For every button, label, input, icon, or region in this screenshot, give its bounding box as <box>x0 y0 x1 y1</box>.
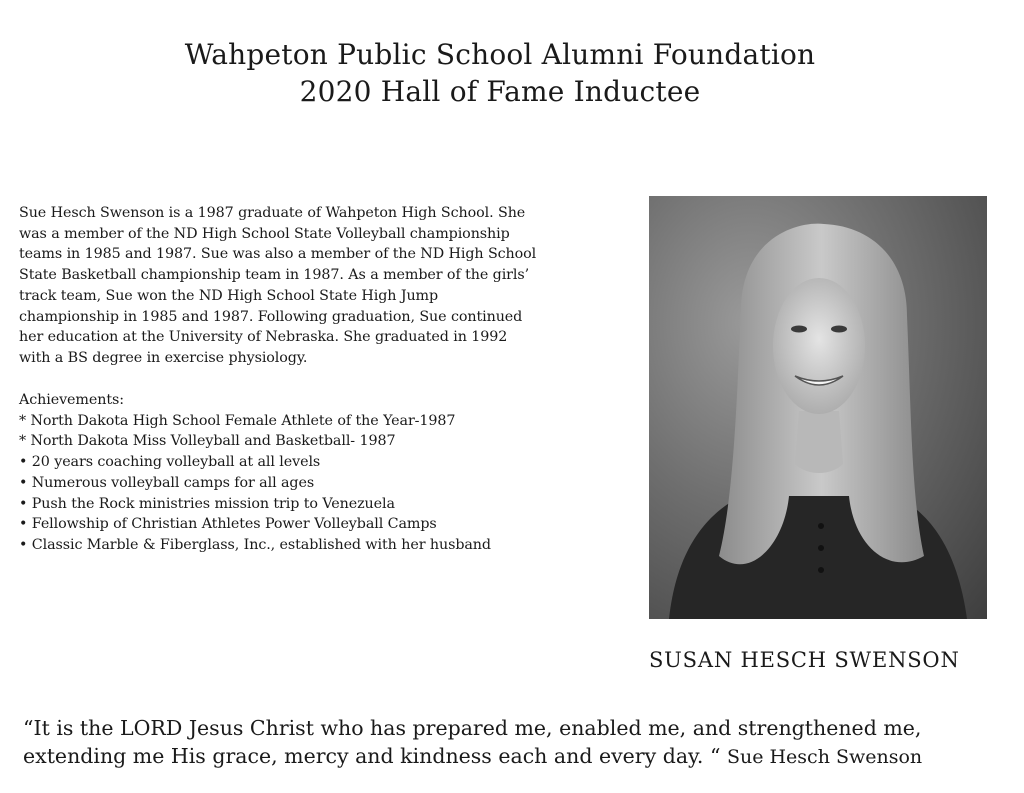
achievements-heading: Achievements: <box>19 392 124 408</box>
portrait-icon <box>649 196 987 619</box>
inductee-name: SUSAN HESCH SWENSON <box>649 648 960 672</box>
inductee-subtitle: 2020 Hall of Fame Inductee <box>299 75 701 108</box>
achievement-item: * North Dakota High School Female Athlete of the Year-1987 <box>19 412 456 429</box>
bio-line: championship in 1985 and 1987. Following graduation, Sue continued <box>19 308 523 325</box>
achievement-item: • Classic Marble & Fiberglass, Inc., established with her husband <box>19 536 491 553</box>
quote-line: extending me His grace, mercy and kindness each and every day. “ <box>23 744 721 768</box>
bio-line: track team, Sue won the ND High School State High Jump <box>19 287 439 304</box>
inductee-portrait-photo <box>649 196 987 619</box>
biography-text <box>19 203 634 369</box>
bio-line: was a member of the ND High School State Volleyball championship <box>19 225 510 242</box>
quote-line: “It is the LORD Jesus Christ who has prepared me, enabled me, and strengthened me, <box>23 716 922 740</box>
bio-line: teams in 1985 and 1987. Sue was also a member of the ND High School <box>19 246 537 263</box>
achievements-section <box>19 390 634 556</box>
bio-line: State Basketball championship team in 1987. As a member of the girls’ <box>19 267 530 284</box>
inductee-quote <box>23 714 1013 771</box>
quote-attribution: Sue Hesch Swenson <box>726 746 923 768</box>
foundation-title: Wahpeton Public School Alumni Foundation <box>184 38 816 71</box>
achievement-item: • Fellowship of Christian Athletes Power Volleyball Camps <box>19 516 437 533</box>
bio-line: Sue Hesch Swenson is a 1987 graduate of Wahpeton High School. She <box>19 205 526 221</box>
achievement-item: • Numerous volleyball camps for all ages <box>19 474 315 491</box>
achievement-item: • Push the Rock ministries mission trip to Venezuela <box>19 495 395 512</box>
achievements-list <box>19 411 634 556</box>
page-header <box>0 36 1000 110</box>
bio-line: with a BS degree in exercise physiology. <box>19 349 308 366</box>
bio-line: her education at the University of Nebraska. She graduated in 1992 <box>19 329 508 346</box>
achievement-item: * North Dakota Miss Volleyball and Basketball- 1987 <box>19 433 396 450</box>
achievement-item: • 20 years coaching volleyball at all levels <box>19 454 321 471</box>
